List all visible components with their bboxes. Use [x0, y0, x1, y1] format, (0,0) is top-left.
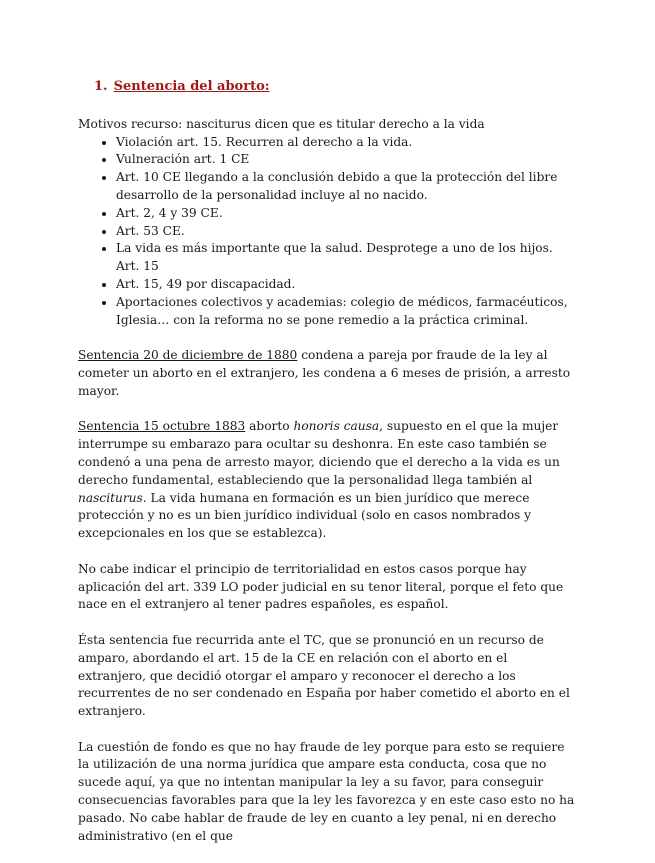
- paragraph-text: . La vida humana en formación es un bien jurídico que merece protección y no es un bien jurídico individual (solo en casos nombrados y excepcionales en los que se establezca).: [78, 490, 532, 541]
- heading-number: 1.: [94, 79, 108, 94]
- paragraph-sentencia-1880: [78, 347, 578, 400]
- paragraph-sentencia-1883: [78, 418, 578, 543]
- sentencia-1883-reference: Sentencia 15 octubre 1883: [78, 419, 246, 434]
- list-item: • Art. 2, 4 y 39 CE.: [116, 205, 578, 223]
- paragraph-fraude-de-ley: La cuestión de fondo es que no hay fraude de ley porque para esto se requiere la utilización de una norma jurídica que ampare esta conducta, cosa que no sucede aquí, ya que no intentan manipular la ley a su favor, para conseguir consecuencias favorables para que la ley les favorezca y en este caso esto no ha pasado. No cabe hablar de fraude de ley en cuanto a ley penal, ni en derecho administrativo (en el que: [78, 739, 575, 843]
- document-page: [78, 78, 578, 863]
- list-item: • La vida es más importante que la salud. Desprotege a uno de los hijos. Art. 15: [116, 240, 578, 276]
- list-item: • Vulneración art. 1 CE: [116, 151, 578, 169]
- list-item: • Art. 15, 49 por discapacidad.: [116, 276, 578, 294]
- paragraph-text: condena a pareja por fraude de la ley al cometer un aborto en el extranjero, les condena a 6 meses de prisión, a arresto mayor.: [78, 348, 571, 398]
- list-item: • Aportaciones colectivos y academias: colegio de médicos, farmacéuticos, Iglesia… con la reforma no se pone remedio a la práctica criminal.: [116, 294, 578, 330]
- paragraph-territorialidad: No cabe indicar el principio de territorialidad en estos casos porque hay aplicación del art. 339 LO poder judicial en su tenor literal, porque el feto que nace en el extranjero al tener padres españoles, es español.: [78, 561, 564, 612]
- section-heading: [94, 78, 578, 96]
- paragraph-text: aborto: [245, 419, 294, 434]
- list-item: • Violación art. 15. Recurren al derecho a la vida.: [116, 134, 578, 152]
- emphasis-nasciturus: nasciturus: [78, 490, 143, 505]
- heading-title: Sentencia del aborto:: [113, 79, 270, 94]
- emphasis-honoris-causa: honoris causa: [293, 419, 380, 434]
- motives-list: [78, 134, 578, 330]
- list-item: • Art. 10 CE llegando a la conclusión debido a que la protección del libre desarrollo de la personalidad incluye al no nacido.: [116, 169, 578, 205]
- intro-paragraph: Motivos recurso: nasciturus dicen que es titular derecho a la vida: [78, 116, 485, 131]
- paragraph-text: , supuesto en el que la mujer interrumpe su embarazo para ocultar su deshonra. En este caso también se condenó a una pena de arresto mayor, diciendo que el derecho a la vida es un derecho fundamental, estableciendo que la personalidad llega también al: [78, 419, 560, 487]
- sentencia-1880-reference: Sentencia 20 de diciembre de 1880: [78, 348, 298, 363]
- paragraph-recurso-tc: Ésta sentencia fue recurrida ante el TC, que se pronunció en un recurso de amparo, abordando el art. 15 de la CE en relación con el aborto en el extranjero, que decidió otorgar el amparo y reconocer el derecho a los recurrentes de no ser condenado en España por haber cometido el aborto en el extranjero.: [78, 632, 570, 719]
- list-item: • Art. 53 CE.: [116, 223, 578, 241]
